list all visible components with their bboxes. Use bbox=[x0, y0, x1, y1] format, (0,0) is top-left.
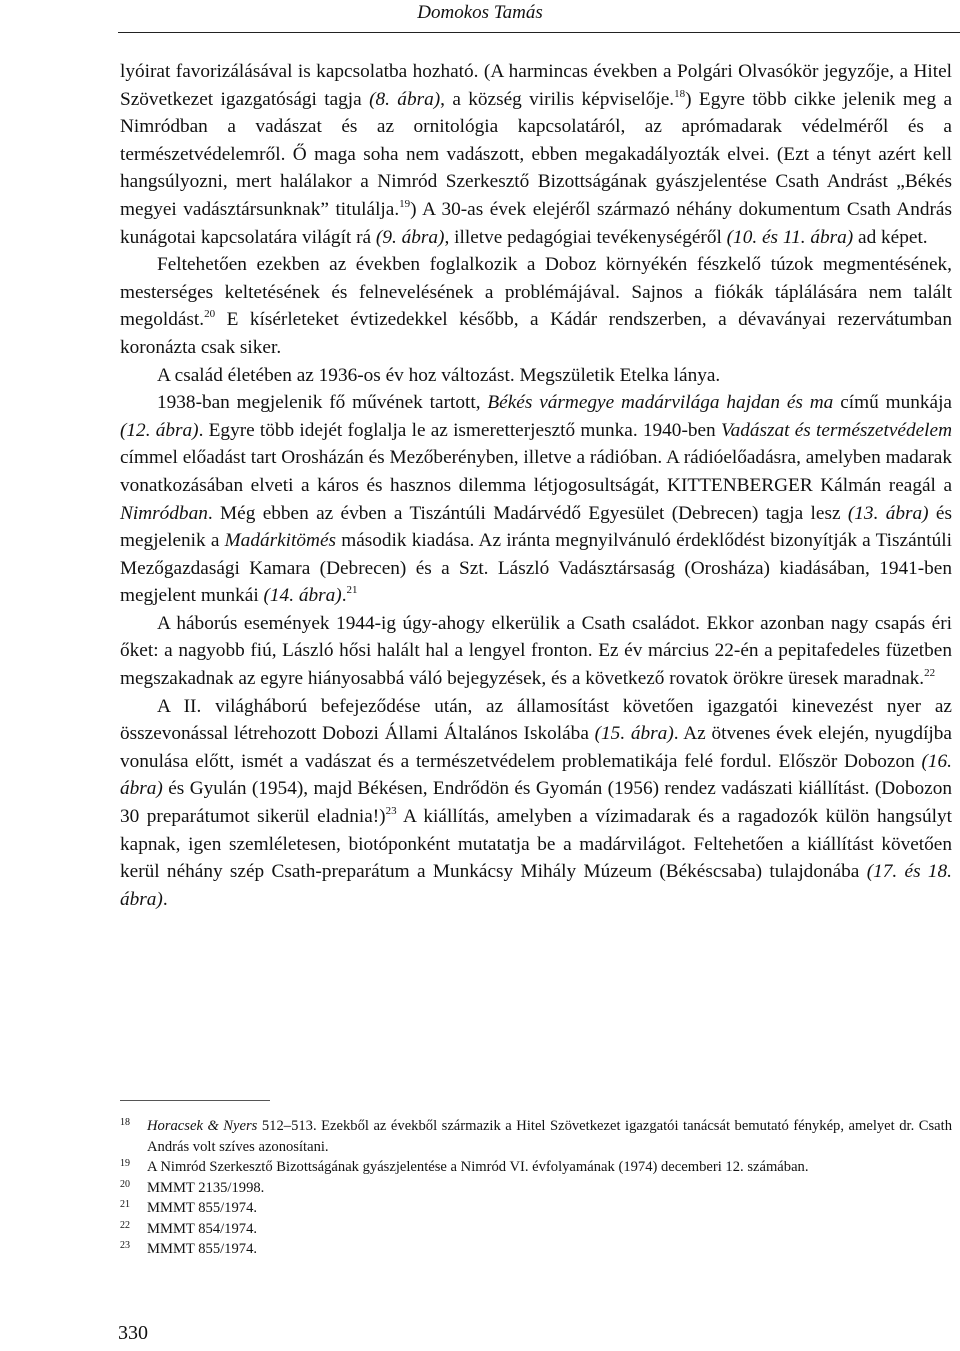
italic-run: Horacsek & Nyers bbox=[147, 1118, 258, 1134]
text-run: és megjelenik a bbox=[120, 502, 952, 552]
footnote bbox=[120, 1116, 952, 1157]
paragraph bbox=[120, 251, 952, 361]
italic-run: (15. ábra) bbox=[594, 723, 674, 745]
text-run: ) A 30-as évek elejéről származó néhány dokumentum Csath András kunágotai kapcsolatára világít rá bbox=[120, 198, 952, 248]
text-run: 512–513. Ezekből az évekből származik a Hitel Szövetkezet igazgatói tanácsát bemutató fénykép, amelyet dr. Csath András volt szíves azonosítani. bbox=[147, 1118, 952, 1155]
text-run: MMMT 854/1974. bbox=[147, 1220, 258, 1237]
footnote-ref: 22 bbox=[924, 667, 936, 680]
text-run: 1938-ban megjelenik fő művének tartott, bbox=[157, 392, 488, 414]
text-run: A Nimród Szerkesztő Bizottságának gyászjelentése a Nimród VI. évfolyamának (1974) decemberi 12. számában. bbox=[147, 1159, 809, 1175]
footnote-number: 20 bbox=[120, 1178, 130, 1190]
footnote-number: 23 bbox=[120, 1240, 130, 1251]
paragraph bbox=[120, 693, 952, 914]
footnote-ref: 23 bbox=[385, 805, 397, 818]
text-run: lyóirat favorizálásával is kapcsolatba hozható. (A harmincas években a Polgári Olvasókör jegyzője, a Hitel Szövetkezet igazgatósági tagja bbox=[120, 61, 952, 110]
paragraph bbox=[120, 362, 952, 390]
italic-run: (10. és 11. ábra) bbox=[726, 226, 854, 248]
text-run: E kísérleteket évtizedekkel később, a Kádár rendszerben, a dévaványai rezervátumban koronázta csak siker. bbox=[120, 309, 952, 358]
italic-run: (13. ábra) bbox=[847, 502, 929, 524]
footnote bbox=[120, 1239, 952, 1260]
italic-run: (9. ábra) bbox=[375, 226, 445, 248]
text-run: címmel előadást tart Orosházán és Mezőberényben, illetve a rádióban. A rádióelőadásra, amelyben madarak vonatkozásában elveti a káros és hasznos dilemma létjogosultságát, KITTENBERGER Kálmán reagál a bbox=[120, 447, 952, 496]
italic-run: (14. ábra) bbox=[263, 585, 342, 607]
text-run: MMMT 855/1974. bbox=[147, 1241, 258, 1257]
italic-run: Vadászat és természetvédelem bbox=[720, 419, 952, 441]
italic-run: (17. és 18. ábra) bbox=[120, 861, 953, 910]
footnote-ref: 19 bbox=[399, 197, 411, 210]
footnote bbox=[120, 1157, 952, 1178]
text-run: . Az ötvenes évek elején, nyugdíjba vonulása előtt, ismét a vadászat és a természetvédelem problematikája felé fordul. Először Dobozon bbox=[120, 723, 952, 772]
footnote bbox=[120, 1219, 952, 1240]
footnote-number: 18 bbox=[120, 1117, 130, 1128]
text-run: második kiadása. Az iránta megnyilvánuló érdeklődést bizonyítják a Tiszántúli Mezőgazdasági Kamara (Debrecen) és a Szt. László Vadásztársaság (Orosháza) kiadásában, 1941-ben megjelent munkái bbox=[120, 530, 952, 607]
text-run: Feltehetően ezekben az években foglalkozik a Doboz környékén fészkelő túzok megmentésének, mesterséges keltetésének és felnevelésének a problémájával. Sajnos a fiókák táplálására nem talált megoldást. bbox=[120, 254, 952, 331]
text-run: és Gyulán (1954), majd Békésen, Endrődön és Gyomán (1956) rendez vadászati kiállítást. (Dobozon 30 preparátumot sikerül eladnia!) bbox=[120, 778, 952, 828]
text-run: , illetve pedagógiai tevékenységéről bbox=[444, 226, 727, 248]
paragraph bbox=[120, 610, 952, 693]
header-rule bbox=[118, 32, 960, 33]
footnote-number: 21 bbox=[120, 1199, 130, 1210]
italic-run: Nimródban bbox=[120, 502, 208, 524]
page-number: 330 bbox=[118, 1322, 148, 1344]
text-run: . bbox=[162, 888, 168, 910]
paragraph bbox=[120, 389, 952, 610]
italic-run: Madárkitömés bbox=[224, 530, 337, 552]
text-run: . Egyre több idejét foglalja le az ismeretterjesztő munka. 1940-ben bbox=[198, 419, 721, 441]
footnote-separator bbox=[120, 1100, 270, 1101]
text-run: A család életében az 1936-os év hoz változást. Megszületik Etelka lánya. bbox=[157, 364, 721, 386]
italic-run: Békés vármegye madárvilága hajdan és ma bbox=[487, 392, 834, 414]
footnotes bbox=[120, 1116, 952, 1260]
footnote-number: 22 bbox=[120, 1219, 130, 1231]
text-run: A háborús események 1944-ig úgy-ahogy elkerülik a Csath családot. Ekkor azonban nagy csapás éri őket: a nagyobb fiú, László hősi halált hal a lengyel fronton. Ez év március 22-én a pepitafedeles füzetben megszakadnak az egyre hiányosabbá váló bejegyzések, és a következő rovatok örökre üresek maradnak. bbox=[120, 612, 952, 690]
footnote bbox=[120, 1178, 952, 1199]
running-header: Domokos Tamás bbox=[417, 2, 543, 23]
footnote-ref: 21 bbox=[346, 584, 358, 597]
text-run: MMMT 855/1974. bbox=[147, 1200, 258, 1216]
text-run: című munkája bbox=[833, 392, 952, 414]
text-run: A kiállítás, amelyben a vízimadarak és a ragadozók külön hangsúlyt kapnak, igen szemléletesen, biotóponként mutatatja be a madárvilágot. Feltehetően a kiállítást követően kerül néhány szép Csath-preparátum a Munkácsy Mihály Múzeum (Békéscsaba) tulajdonába bbox=[120, 806, 952, 883]
footnote-ref: 20 bbox=[204, 308, 216, 321]
italic-run: (8. ábra) bbox=[369, 88, 441, 110]
text-run: ) Egyre több cikke jelenik meg a Nimródban a vadászat és az ornitológia kapcsolatáról, az aprómadarak védelméről és a természetvédelemről. Ő maga soha nem vadászott, ebben megakadályozták elvei. (Ezt a tényt azért kell hangsúlyozni, mert halálakor a Nimród Szerkesztő Bizottságának gyászjelentése Csath Andrást „Békés megyei vadásztársunknak” titulálja. bbox=[120, 88, 952, 220]
footnote-number: 19 bbox=[120, 1158, 130, 1169]
italic-run: (16. ábra) bbox=[120, 750, 952, 800]
footnote-ref: 18 bbox=[674, 87, 686, 100]
text-run: ad képet. bbox=[853, 226, 928, 248]
text-run: , a község virilis képviselője. bbox=[440, 88, 675, 110]
text-run: A II. világháború befejeződése után, az államosítást követően igazgatói kinevezést nyer az összevonással létrehozott Dobozi Állami Általános Iskolába bbox=[120, 695, 952, 745]
footnote bbox=[120, 1198, 952, 1219]
italic-run: (12. ábra) bbox=[120, 419, 199, 441]
body-text bbox=[120, 58, 952, 913]
text-run: . bbox=[341, 585, 347, 607]
paragraph bbox=[120, 58, 952, 251]
text-run: MMMT 2135/1998. bbox=[147, 1179, 265, 1196]
text-run: . Még ebben az évben a Tiszántúli Madárvédő Egyesület (Debrecen) tagja lesz bbox=[207, 502, 848, 524]
